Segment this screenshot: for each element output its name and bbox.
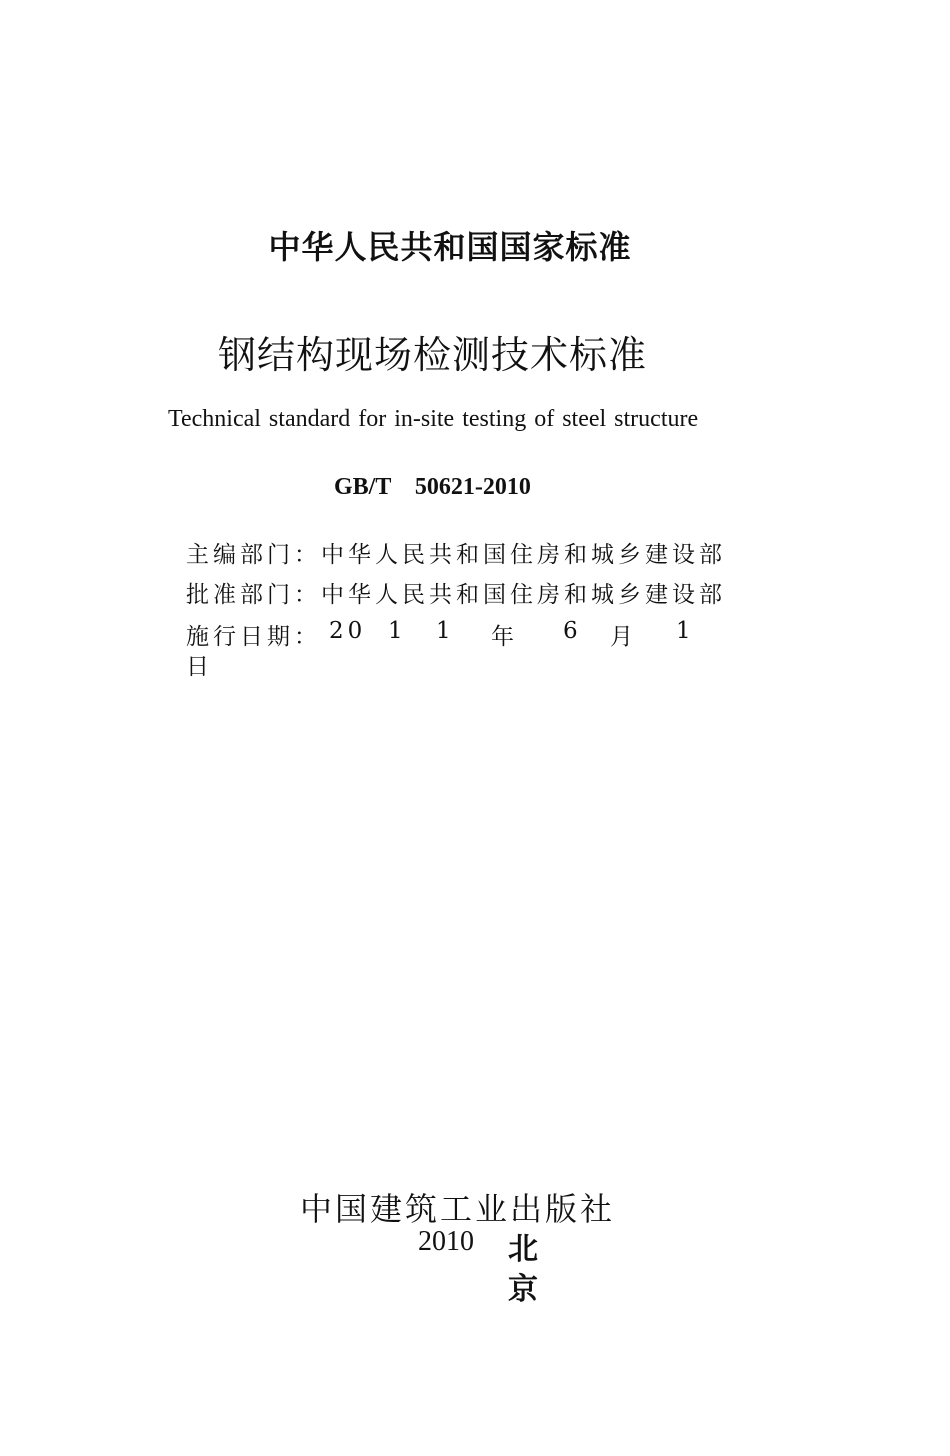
code-prefix: GB/T xyxy=(334,474,391,500)
title-chinese: 钢结构现场检测技术标准 xyxy=(218,333,648,377)
effective-month: 6 xyxy=(563,618,582,644)
approver-line xyxy=(186,576,726,609)
publisher-name: 中国建筑工业出版社 xyxy=(300,1190,616,1228)
national-standard-heading: 中华人民共和国国家标准 xyxy=(268,228,632,266)
chief-editor-value: 中华人民共和国住房和城乡建设部 xyxy=(321,542,726,568)
standard-code xyxy=(334,474,531,501)
code-number: 50621-2010 xyxy=(414,474,531,500)
approver-value: 中华人民共和国住房和城乡建设部 xyxy=(321,582,726,608)
effective-year-part-a: 20 xyxy=(329,618,367,644)
effective-day: 1 xyxy=(676,618,695,644)
effective-month-unit: 月 xyxy=(610,624,637,650)
publication-year: 2010 xyxy=(418,1226,474,1257)
chief-editor-label: 主编部门： xyxy=(186,542,321,568)
publication-city-char-2: 京 xyxy=(508,1272,538,1307)
title-english: Technical standard for in-site testing of steel structure xyxy=(168,406,699,432)
effective-year-part-b: 1 xyxy=(388,618,407,644)
effective-day-unit: 日 xyxy=(186,654,213,680)
chief-editor-line xyxy=(186,536,726,569)
effective-date-label: 施行日期： xyxy=(186,624,321,650)
effective-date-line xyxy=(186,618,746,648)
approver-label: 批准部门： xyxy=(186,582,321,608)
publication-city-char-1: 北 xyxy=(508,1232,538,1267)
effective-year-part-c: 1 xyxy=(436,618,455,644)
effective-year-unit: 年 xyxy=(491,624,518,650)
